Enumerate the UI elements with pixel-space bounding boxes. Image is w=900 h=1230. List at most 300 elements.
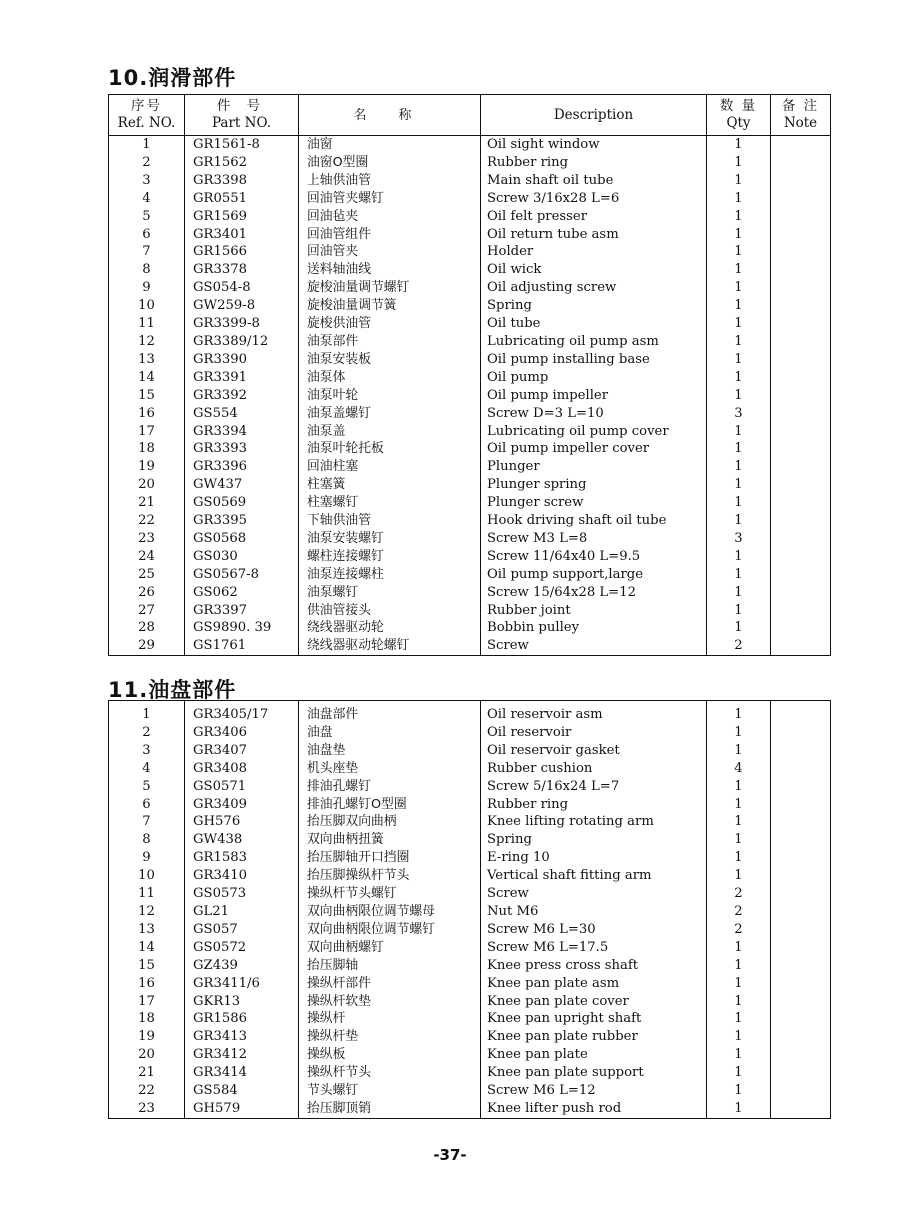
description-cell: Oil pump impeller (481, 387, 707, 405)
note-cell (771, 190, 831, 208)
table-row (109, 476, 831, 494)
ref-no-cell: 8 (109, 831, 185, 849)
chinese-name-cell: 柱塞螺钉 (299, 494, 481, 512)
note-cell (771, 315, 831, 333)
ref-no-cell: 17 (109, 993, 185, 1011)
oil-reservoir-parts-table (108, 700, 831, 1119)
description-cell: Oil reservoir (481, 724, 707, 742)
ref-no-cell: 23 (109, 530, 185, 548)
part-no-cell: GR3399-8 (185, 315, 299, 333)
note-cell (771, 279, 831, 297)
part-no-cell: GKR13 (185, 993, 299, 1011)
qty-cell: 1 (707, 584, 771, 602)
ref-no-cell: 22 (109, 1082, 185, 1100)
description-cell: Oil adjusting screw (481, 279, 707, 297)
part-no-cell: GW437 (185, 476, 299, 494)
part-no-cell: GS054-8 (185, 279, 299, 297)
chinese-name-cell: 抬压脚操纵杆节头 (299, 867, 481, 885)
ref-no-cell: 10 (109, 297, 185, 315)
part-no-cell: GR3412 (185, 1046, 299, 1064)
ref-no-cell: 11 (109, 885, 185, 903)
chinese-name-cell: 油泵安装螺钉 (299, 530, 481, 548)
qty-cell: 1 (707, 172, 771, 190)
ref-no-cell: 18 (109, 440, 185, 458)
qty-cell: 1 (707, 333, 771, 351)
table-row (109, 849, 831, 867)
description-cell: Oil tube (481, 315, 707, 333)
ref-no-cell: 15 (109, 387, 185, 405)
ref-no-cell: 20 (109, 476, 185, 494)
qty-cell: 1 (707, 279, 771, 297)
part-no-cell: GR1583 (185, 849, 299, 867)
chinese-name-cell: 抬压脚顶销 (299, 1100, 481, 1118)
note-cell (771, 921, 831, 939)
table-row (109, 494, 831, 512)
note-cell (771, 208, 831, 226)
note-cell (771, 867, 831, 885)
table-row (109, 975, 831, 993)
qty-cell: 1 (707, 369, 771, 387)
part-no-cell: GW259-8 (185, 297, 299, 315)
qty-cell: 1 (707, 548, 771, 566)
description-cell: Oil return tube asm (481, 226, 707, 244)
part-no-cell: GS554 (185, 405, 299, 423)
note-cell (771, 885, 831, 903)
note-cell (771, 796, 831, 814)
note-cell (771, 369, 831, 387)
ref-no-header: 序号 Ref. NO. (109, 95, 185, 136)
chinese-name-cell: 上轴供油管 (299, 172, 481, 190)
part-no-cell: GS0568 (185, 530, 299, 548)
ref-no-cell: 24 (109, 548, 185, 566)
note-cell (771, 333, 831, 351)
table-row (109, 957, 831, 975)
table-row (109, 903, 831, 921)
part-no-cell: GS9890. 39 (185, 619, 299, 637)
qty-cell: 1 (707, 261, 771, 279)
ref-no-cell: 3 (109, 172, 185, 190)
oil-reservoir-parts-body (109, 701, 831, 1119)
qty-cell: 2 (707, 885, 771, 903)
qty-cell: 1 (707, 297, 771, 315)
note-cell (771, 566, 831, 584)
note-cell (771, 619, 831, 637)
chinese-name-cell: 油泵叶轮 (299, 387, 481, 405)
qty-cell: 1 (707, 226, 771, 244)
part-no-cell: GR1566 (185, 243, 299, 261)
qty-cell: 2 (707, 637, 771, 655)
description-cell: Screw 3/16x28 L=6 (481, 190, 707, 208)
table-row (109, 548, 831, 566)
chinese-name-cell: 双向曲柄扭簧 (299, 831, 481, 849)
ref-no-cell: 13 (109, 921, 185, 939)
chinese-name-cell: 回油管组件 (299, 226, 481, 244)
part-no-cell: GS0567-8 (185, 566, 299, 584)
chinese-name-cell: 回油毡夹 (299, 208, 481, 226)
note-cell (771, 440, 831, 458)
qty-cell: 1 (707, 619, 771, 637)
qty-cell: 3 (707, 405, 771, 423)
chinese-name-cell: 油盘部件 (299, 706, 481, 724)
qty-cell: 2 (707, 921, 771, 939)
chinese-name-cell: 双向曲柄限位调节螺母 (299, 903, 481, 921)
description-cell: Holder (481, 243, 707, 261)
ref-no-cell: 12 (109, 903, 185, 921)
ref-no-cell: 5 (109, 778, 185, 796)
ref-no-cell: 16 (109, 975, 185, 993)
description-cell: Spring (481, 831, 707, 849)
part-no-cell: GW438 (185, 831, 299, 849)
note-cell (771, 939, 831, 957)
ref-no-cell: 25 (109, 566, 185, 584)
table-row (109, 566, 831, 584)
ref-no-cell: 7 (109, 243, 185, 261)
description-cell: Rubber ring (481, 154, 707, 172)
note-cell (771, 813, 831, 831)
part-no-cell: GR3394 (185, 423, 299, 441)
chinese-name-cell: 油泵部件 (299, 333, 481, 351)
note-cell (771, 584, 831, 602)
note-cell (771, 1046, 831, 1064)
table-row (109, 512, 831, 530)
note-cell (771, 831, 831, 849)
chinese-name-cell: 双向曲柄螺钉 (299, 939, 481, 957)
part-no-cell: GR3392 (185, 387, 299, 405)
note-cell (771, 351, 831, 369)
table-row (109, 742, 831, 760)
qty-cell: 1 (707, 724, 771, 742)
chinese-name-cell: 抬压脚轴 (299, 957, 481, 975)
ref-no-cell: 15 (109, 957, 185, 975)
part-no-cell: GR3389/12 (185, 333, 299, 351)
note-cell (771, 903, 831, 921)
note-cell (771, 957, 831, 975)
part-no-cell: GR3397 (185, 602, 299, 620)
qty-cell: 1 (707, 939, 771, 957)
qty-cell: 1 (707, 458, 771, 476)
table-row (109, 333, 831, 351)
description-cell: Oil wick (481, 261, 707, 279)
chinese-name-cell: 油泵安装板 (299, 351, 481, 369)
table-header-row (109, 95, 831, 136)
ref-no-cell: 20 (109, 1046, 185, 1064)
table-row (109, 831, 831, 849)
lubrication-parts-body (109, 136, 831, 656)
qty-cell: 1 (707, 975, 771, 993)
chinese-name-cell: 操纵杆 (299, 1010, 481, 1028)
qty-cell: 1 (707, 1010, 771, 1028)
qty-cell: 1 (707, 476, 771, 494)
table-row (109, 1100, 831, 1118)
chinese-name-cell: 油泵螺钉 (299, 584, 481, 602)
part-no-cell: GR3408 (185, 760, 299, 778)
chinese-name-cell: 送料轴油线 (299, 261, 481, 279)
ref-no-cell: 8 (109, 261, 185, 279)
part-no-cell: GR3407 (185, 742, 299, 760)
table-row (109, 369, 831, 387)
part-no-cell: GS030 (185, 548, 299, 566)
note-cell (771, 1082, 831, 1100)
ref-no-cell: 19 (109, 458, 185, 476)
name-header: 名 称 (299, 95, 481, 136)
qty-cell: 1 (707, 440, 771, 458)
note-cell (771, 387, 831, 405)
description-cell: Screw 15/64x28 L=12 (481, 584, 707, 602)
chinese-name-cell: 排油孔螺钉 (299, 778, 481, 796)
part-no-cell: GR3378 (185, 261, 299, 279)
ref-no-cell: 16 (109, 405, 185, 423)
description-cell: Oil pump installing base (481, 351, 707, 369)
ref-no-cell: 7 (109, 813, 185, 831)
part-no-cell: GS584 (185, 1082, 299, 1100)
description-cell: Oil sight window (481, 136, 707, 154)
note-cell (771, 637, 831, 655)
ref-no-cell: 28 (109, 619, 185, 637)
chinese-name-cell: 油窗O型圈 (299, 154, 481, 172)
part-no-cell: GR3401 (185, 226, 299, 244)
ref-no-cell: 18 (109, 1010, 185, 1028)
note-cell (771, 297, 831, 315)
ref-no-cell: 11 (109, 315, 185, 333)
description-cell: Knee pan plate support (481, 1064, 707, 1082)
chinese-name-cell: 油盘 (299, 724, 481, 742)
qty-header: 数 量 Qty (707, 95, 771, 136)
part-no-cell: GR3411/6 (185, 975, 299, 993)
chinese-name-cell: 油泵盖螺钉 (299, 405, 481, 423)
part-no-cell: GZ439 (185, 957, 299, 975)
table-row (109, 921, 831, 939)
chinese-name-cell: 回油管夹螺钉 (299, 190, 481, 208)
note-cell (771, 1100, 831, 1118)
part-no-cell: GS1761 (185, 637, 299, 655)
table-row (109, 423, 831, 441)
part-no-cell: GR3413 (185, 1028, 299, 1046)
page-number: -37- (433, 1146, 467, 1164)
ref-no-cell: 21 (109, 494, 185, 512)
table-row (109, 351, 831, 369)
chinese-name-cell: 操纵杆软垫 (299, 993, 481, 1011)
description-cell: Screw (481, 885, 707, 903)
qty-cell: 1 (707, 706, 771, 724)
description-cell: Knee lifter push rod (481, 1100, 707, 1118)
chinese-name-cell: 机头座垫 (299, 760, 481, 778)
table-row (109, 796, 831, 814)
qty-cell: 4 (707, 760, 771, 778)
qty-cell: 1 (707, 1064, 771, 1082)
table-row (109, 778, 831, 796)
note-header: 备 注 Note (771, 95, 831, 136)
table-row (109, 939, 831, 957)
ref-no-cell: 2 (109, 154, 185, 172)
description-cell: Bobbin pulley (481, 619, 707, 637)
qty-cell: 1 (707, 778, 771, 796)
description-cell: Lubricating oil pump cover (481, 423, 707, 441)
description-cell: Knee pan plate (481, 1046, 707, 1064)
part-no-cell: GR3414 (185, 1064, 299, 1082)
description-cell: Oil pump support,large (481, 566, 707, 584)
qty-cell: 1 (707, 387, 771, 405)
description-cell: Screw M3 L=8 (481, 530, 707, 548)
chinese-name-cell: 油泵体 (299, 369, 481, 387)
table-row (109, 1064, 831, 1082)
description-cell: Screw 11/64x40 L=9.5 (481, 548, 707, 566)
qty-cell: 1 (707, 566, 771, 584)
description-cell: Oil pump impeller cover (481, 440, 707, 458)
ref-no-cell: 10 (109, 867, 185, 885)
table-row (109, 208, 831, 226)
part-no-cell: GR3398 (185, 172, 299, 190)
note-cell (771, 548, 831, 566)
qty-cell: 1 (707, 813, 771, 831)
description-cell: Plunger screw (481, 494, 707, 512)
part-no-cell: GS0572 (185, 939, 299, 957)
part-no-cell: GR3395 (185, 512, 299, 530)
description-cell: Main shaft oil tube (481, 172, 707, 190)
note-cell (771, 760, 831, 778)
table-row (109, 226, 831, 244)
ref-no-cell: 2 (109, 724, 185, 742)
qty-cell: 1 (707, 742, 771, 760)
description-cell: Rubber ring (481, 796, 707, 814)
description-cell: Screw M6 L=12 (481, 1082, 707, 1100)
chinese-name-cell: 操纵杆节头螺钉 (299, 885, 481, 903)
table-row (109, 458, 831, 476)
table-row (109, 602, 831, 620)
part-no-cell: GL21 (185, 903, 299, 921)
ref-no-cell: 5 (109, 208, 185, 226)
description-cell: Oil felt presser (481, 208, 707, 226)
qty-cell: 1 (707, 351, 771, 369)
table-row (109, 315, 831, 333)
part-no-cell: GR1569 (185, 208, 299, 226)
description-header: Description (481, 95, 707, 136)
note-cell (771, 243, 831, 261)
table-row (109, 706, 831, 724)
table-row (109, 172, 831, 190)
chinese-name-cell: 油泵叶轮托板 (299, 440, 481, 458)
description-cell: Rubber cushion (481, 760, 707, 778)
description-cell: Hook driving shaft oil tube (481, 512, 707, 530)
qty-cell: 1 (707, 849, 771, 867)
description-cell: Screw D=3 L=10 (481, 405, 707, 423)
table-row (109, 885, 831, 903)
ref-no-cell: 14 (109, 939, 185, 957)
chinese-name-cell: 下轴供油管 (299, 512, 481, 530)
qty-cell: 1 (707, 208, 771, 226)
qty-cell: 1 (707, 512, 771, 530)
qty-cell: 1 (707, 154, 771, 172)
note-cell (771, 849, 831, 867)
chinese-name-cell: 油盘垫 (299, 742, 481, 760)
chinese-name-cell: 旋梭供油管 (299, 315, 481, 333)
ref-no-cell: 22 (109, 512, 185, 530)
qty-cell: 1 (707, 190, 771, 208)
note-cell (771, 1010, 831, 1028)
description-cell: Knee pan plate rubber (481, 1028, 707, 1046)
qty-cell: 1 (707, 136, 771, 154)
description-cell: Screw M6 L=17.5 (481, 939, 707, 957)
description-cell: Knee pan plate asm (481, 975, 707, 993)
part-no-cell: GH579 (185, 1100, 299, 1118)
chinese-name-cell: 双向曲柄限位调节螺钉 (299, 921, 481, 939)
part-no-cell: GR3405/17 (185, 706, 299, 724)
chinese-name-cell: 油窗 (299, 136, 481, 154)
table-row (109, 760, 831, 778)
table-row (109, 1028, 831, 1046)
chinese-name-cell: 抬压脚轴开口挡圈 (299, 849, 481, 867)
chinese-name-cell: 操纵板 (299, 1046, 481, 1064)
note-cell (771, 530, 831, 548)
table-row (109, 136, 831, 154)
part-no-cell: GR3406 (185, 724, 299, 742)
chinese-name-cell: 绕线器驱动轮螺钉 (299, 637, 481, 655)
chinese-name-cell: 供油管接头 (299, 602, 481, 620)
ref-no-cell: 19 (109, 1028, 185, 1046)
note-cell (771, 1028, 831, 1046)
table-row (109, 584, 831, 602)
qty-cell: 1 (707, 1028, 771, 1046)
table-row (109, 154, 831, 172)
part-no-cell: GR3396 (185, 458, 299, 476)
description-cell: Knee lifting rotating arm (481, 813, 707, 831)
note-cell (771, 261, 831, 279)
description-cell: Knee pan plate cover (481, 993, 707, 1011)
qty-cell: 1 (707, 602, 771, 620)
note-cell (771, 602, 831, 620)
ref-no-cell: 14 (109, 369, 185, 387)
qty-cell: 1 (707, 423, 771, 441)
ref-no-cell: 4 (109, 760, 185, 778)
part-no-cell: GS057 (185, 921, 299, 939)
description-cell: Oil reservoir gasket (481, 742, 707, 760)
table-row (109, 190, 831, 208)
chinese-name-cell: 旋梭油量调节螺钉 (299, 279, 481, 297)
note-cell (771, 136, 831, 154)
part-no-cell: GS0569 (185, 494, 299, 512)
chinese-name-cell: 抬压脚双向曲柄 (299, 813, 481, 831)
chinese-name-cell: 柱塞簧 (299, 476, 481, 494)
description-cell: Oil pump (481, 369, 707, 387)
ref-no-cell: 9 (109, 279, 185, 297)
description-cell: Screw 5/16x24 L=7 (481, 778, 707, 796)
ref-no-cell: 17 (109, 423, 185, 441)
qty-cell: 1 (707, 315, 771, 333)
chinese-name-cell: 回油柱塞 (299, 458, 481, 476)
part-no-cell: GR1586 (185, 1010, 299, 1028)
table-row (109, 867, 831, 885)
ref-no-cell: 26 (109, 584, 185, 602)
table-row (109, 405, 831, 423)
part-no-cell: GR1561-8 (185, 136, 299, 154)
qty-cell: 1 (707, 796, 771, 814)
qty-cell: 1 (707, 957, 771, 975)
description-cell: Screw M6 L=30 (481, 921, 707, 939)
chinese-name-cell: 绕线器驱动轮 (299, 619, 481, 637)
note-cell (771, 993, 831, 1011)
ref-no-cell: 23 (109, 1100, 185, 1118)
ref-no-cell: 3 (109, 742, 185, 760)
table-row (109, 1046, 831, 1064)
chinese-name-cell: 排油孔螺钉O型圈 (299, 796, 481, 814)
ref-no-cell: 1 (109, 706, 185, 724)
part-no-cell: GR3409 (185, 796, 299, 814)
ref-no-cell: 21 (109, 1064, 185, 1082)
table-row (109, 387, 831, 405)
chinese-name-cell: 油泵连接螺柱 (299, 566, 481, 584)
part-no-cell: GR3391 (185, 369, 299, 387)
table-row (109, 297, 831, 315)
table-row (109, 637, 831, 655)
